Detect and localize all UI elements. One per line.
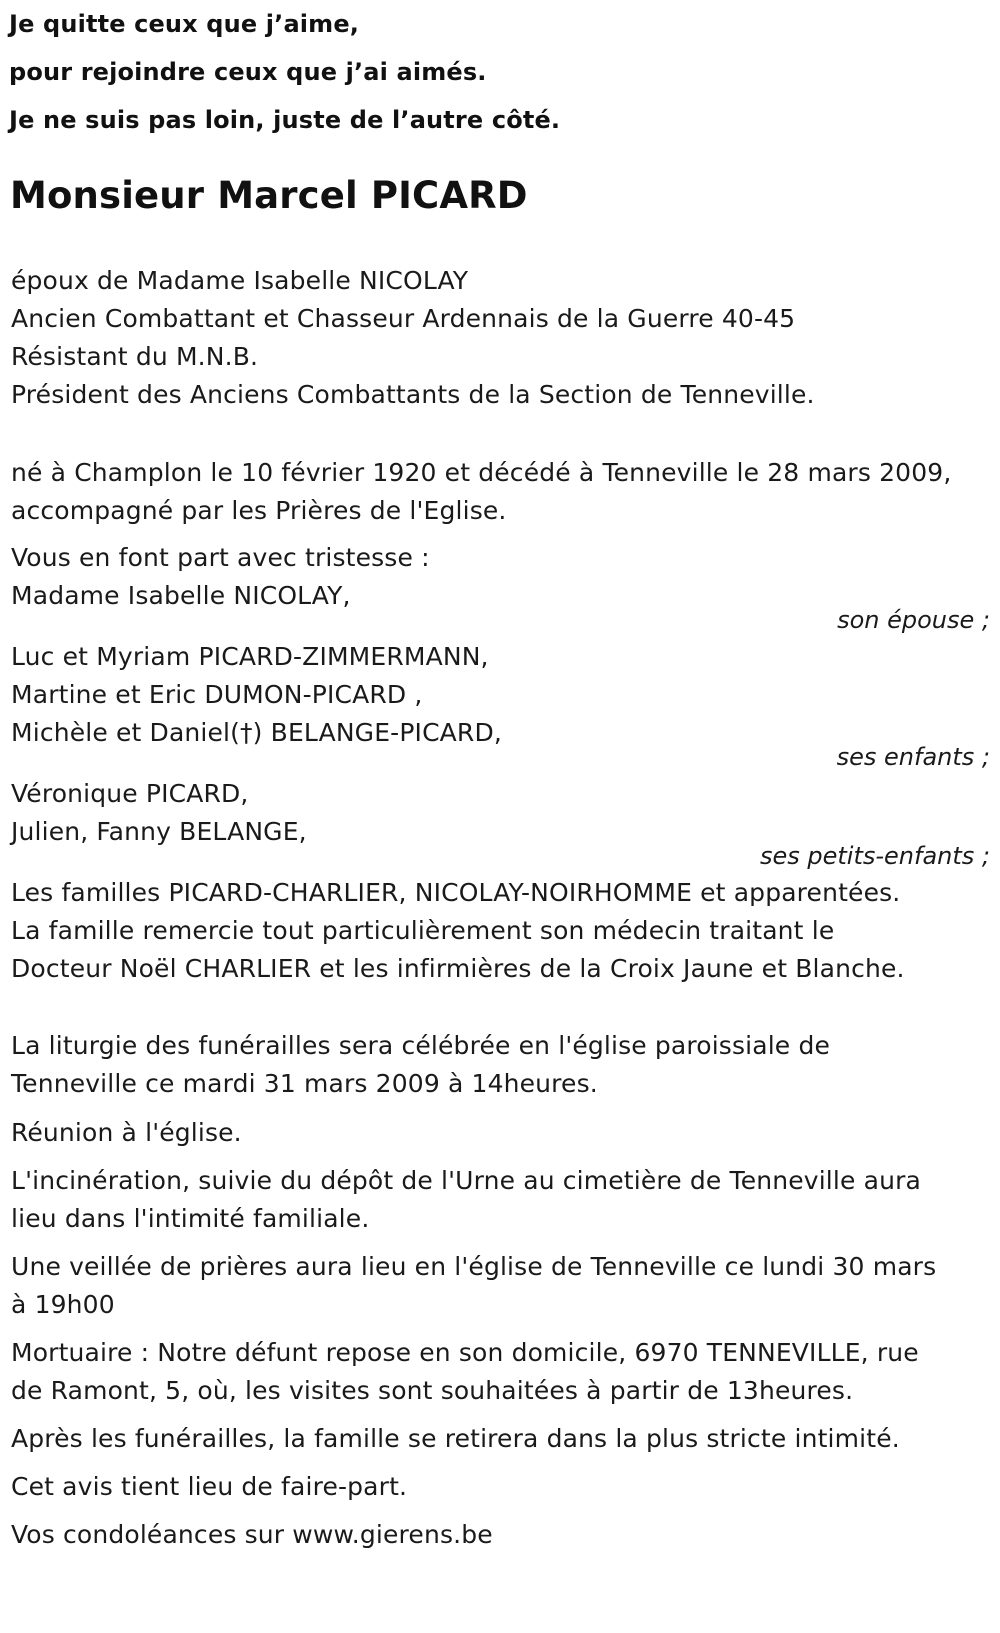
verse-line-3: Je ne suis pas loin, juste de l’autre côté. <box>9 106 561 134</box>
after-funeral-line: Après les funérailles, la famille se retirera dans la plus stricte intimité. <box>11 1424 900 1453</box>
title-line-veteran: Ancien Combattant et Chasseur Ardennais de la Guerre 40-45 <box>11 304 796 333</box>
meeting-line: Réunion à l'église. <box>11 1118 242 1147</box>
grandchild-line-2: Julien, Fanny BELANGE, <box>11 817 307 846</box>
grandchildren-role: ses petits-enfants ; <box>759 842 990 870</box>
spouse-role: son épouse ; <box>837 606 990 634</box>
title-line-spouse: époux de Madame Isabelle NICOLAY <box>11 266 469 295</box>
cremation-line-2: lieu dans l'intimité familiale. <box>11 1204 370 1233</box>
cremation-line-1: L'incinération, suivie du dépôt de l'Urne au cimetière de Tenneville aura <box>11 1166 921 1195</box>
mortuary-line-2: de Ramont, 5, où, les visites sont souhaitées à partir de 13heures. <box>11 1376 854 1405</box>
families-line: Les familles PICARD-CHARLIER, NICOLAY-NOIRHOMME et apparentées. <box>11 878 901 907</box>
vigil-line-1: Une veillée de prières aura lieu en l'église de Tenneville ce lundi 30 mars <box>11 1252 937 1281</box>
title-line-resistance: Résistant du M.N.B. <box>11 342 259 371</box>
deceased-name: Monsieur Marcel PICARD <box>10 174 528 217</box>
vigil-line-2: à 19h00 <box>11 1290 115 1319</box>
child-line-2: Martine et Eric DUMON-PICARD , <box>11 680 423 709</box>
announcement-intro: Vous en font part avec tristesse : <box>11 543 430 572</box>
thanks-line-1: La famille remercie tout particulièrement son médecin traitant le <box>11 916 835 945</box>
child-line-3: Michèle et Daniel(†) BELANGE-PICARD, <box>11 718 502 747</box>
condolences-line: Vos condoléances sur www.gierens.be <box>11 1520 493 1549</box>
title-line-president: Président des Anciens Combattants de la Section de Tenneville. <box>11 380 815 409</box>
spouse-name: Madame Isabelle NICOLAY, <box>11 581 351 610</box>
notice-line: Cet avis tient lieu de faire-part. <box>11 1472 408 1501</box>
grandchild-line-1: Véronique PICARD, <box>11 779 249 808</box>
child-line-1: Luc et Myriam PICARD-ZIMMERMANN, <box>11 642 489 671</box>
liturgy-line-2: Tenneville ce mardi 31 mars 2009 à 14heures. <box>11 1069 598 1098</box>
verse-line-1: Je quitte ceux que j’aime, <box>9 10 360 38</box>
liturgy-line-1: La liturgie des funérailles sera célébrée en l'église paroissiale de <box>11 1031 830 1060</box>
children-role: ses enfants ; <box>836 743 990 771</box>
thanks-line-2: Docteur Noël CHARLIER et les infirmières de la Croix Jaune et Blanche. <box>11 954 905 983</box>
birth-death-line-2: accompagné par les Prières de l'Eglise. <box>11 496 507 525</box>
verse-line-2: pour rejoindre ceux que j’ai aimés. <box>9 58 487 86</box>
mortuary-line-1: Mortuaire : Notre défunt repose en son domicile, 6970 TENNEVILLE, rue <box>11 1338 919 1367</box>
birth-death-line-1: né à Champlon le 10 février 1920 et décédé à Tenneville le 28 mars 2009, <box>11 458 952 487</box>
